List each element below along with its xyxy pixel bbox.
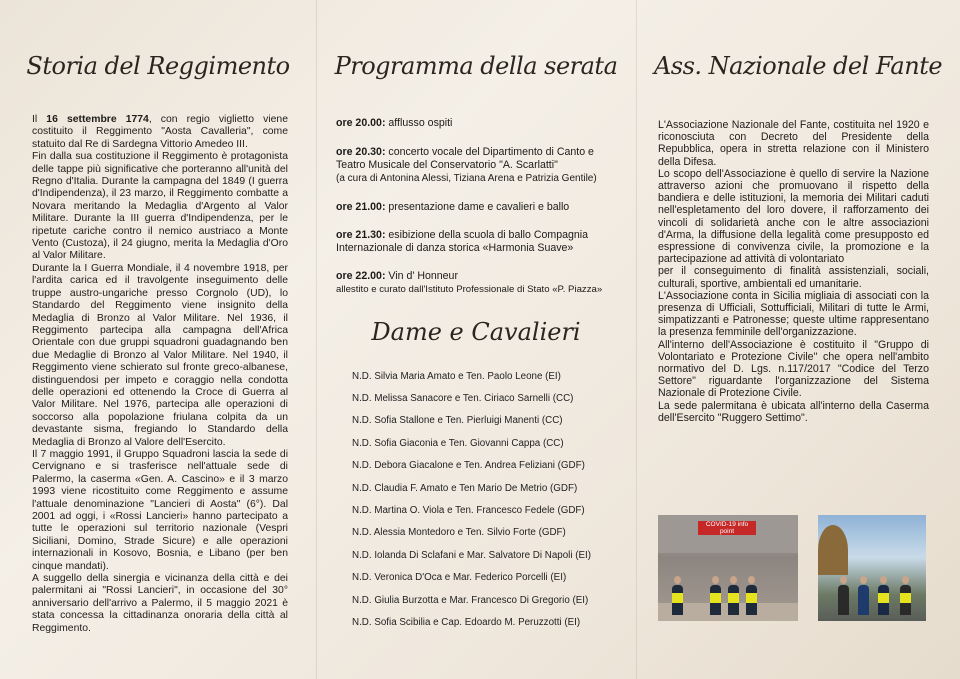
program-note: (a cura di Antonina Alessi, Tiziana Arena e Patrizia Gentile) [336, 173, 597, 184]
dame-item: N.D. Iolanda Di Sclafani e Mar. Salvatore Di Napoli (EI) [352, 550, 592, 561]
program-text: afflusso ospiti [385, 117, 453, 129]
dame-item: N.D. Martina O. Viola e Ten. Francesco Fedele (GDF) [352, 505, 585, 516]
heading-associazione: Ass. Nazionale del Fante [653, 52, 943, 80]
dame-item: N.D. Sofia Stallone e Ten. Pierluigi Manenti (CC) [352, 415, 563, 426]
panel-programma [316, 0, 636, 679]
program-time: ore 21.30: [336, 229, 386, 241]
program-time: ore 21.00: [336, 201, 386, 213]
dame-item: N.D. Alessia Montedoro e Ten. Silvio Forte (GDF) [352, 527, 566, 538]
dame-item: N.D. Silvia Maria Amato e Ten. Paolo Leone (EI) [352, 371, 561, 382]
associazione-paragraph: L'Associazione Nazionale del Fante, costituita nel 1920 e riconosciuta con Decreto del Presidente della Repubblica, opera in stretta relazione con il Ministero della Difesa. [658, 119, 929, 168]
person-figure [878, 585, 889, 615]
storia-paragraph: A suggello della sinergia e vicinanza della città e dei palermitani ai "Rossi Lancieri", in occasione del 30° anniversario dell'arrivo a Palermo, il 5 maggio 2021 è stata concessa la cittadinanza onoraria della città al Reggimento. [32, 573, 288, 634]
person-figure [900, 585, 911, 615]
volunteer-figure [710, 585, 721, 615]
program-item [336, 146, 626, 185]
program-text: Vin d' Honneur [385, 270, 458, 282]
program-note: allestito e curato dall'Istituto Professionale di Stato «P. Piazza» [336, 284, 603, 295]
storia-text [32, 114, 288, 635]
volunteer-figure [728, 585, 739, 615]
heading-storia: Storia del Reggimento [26, 52, 290, 80]
dame-item: N.D. Melissa Sanacore e Ten. Ciriaco Sarnelli (CC) [352, 393, 574, 404]
program-item [336, 270, 626, 296]
founding-date: 16 settembre 1774 [46, 114, 149, 125]
associazione-paragraph: L'Associazione conta in Sicilia migliaia di associati con la presenza di Ufficiali, Sottufficiali, Militari di tutte le Armi, simpatizzanti e Patronesse; queste ultime rappresentano la presenza femminile dell'organizzazione. [658, 289, 929, 339]
dame-item: N.D. Claudia F. Amato e Ten Mario De Metrio (GDF) [352, 483, 578, 494]
program-text: presentazione dame e cavalieri e ballo [385, 201, 570, 213]
program-text: concerto vocale del Dipartimento di Canto e Teatro Musicale del Conservatorio "A. Scarlatti" [336, 146, 594, 171]
program-time: ore 20.00: [336, 117, 386, 129]
associazione-text [658, 119, 929, 424]
storia-paragraph [32, 114, 288, 151]
storia-paragraph: Fin dalla sua costituzione il Reggimento è protagonista delle tappe più significative che porteranno all'unità del Regno d'Italia. Durante la campagna del 1849 (I guerra d'Indipendenza), il 23 marzo, il Reggimento combatte a Novara meritando la Medaglia d'Argento al Valor Militare. Durante la III guerra d'Indipendenza, per le ripetute cariche contro il nemico austriaco a Monte Vento (Custoza), il 24 giugno, merita la Medaglia d'Oro al Valor Militare. [32, 151, 288, 262]
program-time: ore 20.30: [336, 146, 386, 158]
dame-item: N.D. Sofia Giaconia e Ten. Giovanni Cappa (CC) [352, 438, 564, 449]
storia-paragraph: Il 7 maggio 1991, il Gruppo Squadroni lascia la sede di Cervignano e si trasferisce nell'attuale sede di Palermo, la caserma «Gen. A. Cascino» e il 3 marzo 1993 viene ricostituito come Reggimento e assume l'attuale denominazione "Lancieri di Aosta" (6°). Dal 2001 ad oggi, i «Rossi Lancieri» hanno partecipato a tutte le operazioni sul territorio nazionale (Vespri Siciliani, Domino, Strade Sicure) e alle operazioni internazionali in Kosovo, Bosnia, e Libano (per ben cinque mandati). [32, 448, 288, 572]
program-item [336, 117, 626, 130]
photo-volunteers-outdoor [818, 515, 926, 621]
text-fragment: , con regio viglietto viene costituito il Reggimento "Aosta Cavalleria", come statuito dal Re di Sardegna Vittorio Amedeo III. [32, 114, 288, 150]
dame-item: N.D. Sofia Scibilia e Cap. Edoardo M. Peruzzotti (EI) [352, 617, 581, 628]
tree [818, 525, 848, 575]
panel-storia [0, 0, 316, 679]
volunteer-figure [672, 585, 683, 615]
dame-item: N.D. Giulia Burzotta e Mar. Francesco Di Gregorio (EI) [352, 595, 589, 606]
program-text: esibizione della scuola di ballo Compagnia Internazionale di danza storica «Harmonia Suave» [336, 229, 589, 254]
program-item [336, 229, 626, 255]
dame-item: N.D. Debora Giacalone e Ten. Andrea Feliziani (GDF) [352, 460, 585, 471]
associazione-paragraph: Lo scopo dell'Associazione è quello di servire la Nazione attraverso azioni che promuovano il rispetto della bandiera e delle istituzioni, la memoria dei Militari caduti nell'espletamento del loro dovere, il rafforzamento dei vincoli di solidarietà anche con le altre associazioni d'Arma, la diffusione della legalità come presupposto ed espressione di convivenza civile, la promozione e la partecipazione ad attività di volontariato [658, 167, 929, 266]
associazione-paragraph: All'interno dell'Associazione è costituito il "Gruppo di Volontariato e Protezione Civile" che opera nell'ambito normativo del D. Lgs. n.117/2017 "Codice del Terzo Settore" riguardante l'organizzazione del Sistema Nazionale di Protezione Civile. [658, 338, 929, 400]
person-figure [858, 585, 869, 615]
panel-associazione [636, 0, 960, 679]
covid-sign: COVID-19 info point [698, 521, 756, 535]
person-figure [838, 585, 849, 615]
program-time: ore 22.00: [336, 270, 386, 282]
program-item [336, 201, 626, 214]
associazione-paragraph: per il conseguimento di finalità assistenziali, sociali, culturali, sportive, ambientali ed umanitarie. [658, 265, 929, 290]
heading-dame-cavalieri: Dame e Cavalieri [371, 318, 581, 346]
volunteer-figure [746, 585, 757, 615]
text-fragment: Il [32, 114, 47, 125]
dame-item: N.D. Veronica D'Oca e Mar. Federico Porcelli (EI) [352, 572, 567, 583]
photo-volunteers-infopoint [658, 515, 798, 621]
storia-paragraph: Durante la I Guerra Mondiale, il 4 novembre 1918, per l'ardita carica ed il travolgente inseguimento delle truppe austro-ungariche presso Corgnolo (UD), lo Standardo del Reggimento viene insignito della Medaglia di Bronzo al Valor Militare. Nel 1936, il Reggimento partecipa alla campagna dell'Africa Orientale con due gruppi squadroni guadagnando ben due Medaglie di Bronzo al Valor Militare. Nel 1940, il Reggimento viene schierato sul fronte greco-albanese, distinguendosi per impeto e coraggio nella condotta delle operazioni ed ottenendo la Croce di Guerra al Valor Militare. Nel 1976, partecipa alle operazioni di soccorso alla popolazione friulana colpita da un devastante sisma, fregiando lo Standardo della Medaglia di Bronzo al Valore dell'Esercito. [32, 262, 288, 448]
associazione-paragraph: La sede palermitana è ubicata all'interno della Caserma dell'Esercito "Ruggero Settimo". [658, 399, 929, 424]
heading-programma: Programma della serata [334, 52, 618, 80]
